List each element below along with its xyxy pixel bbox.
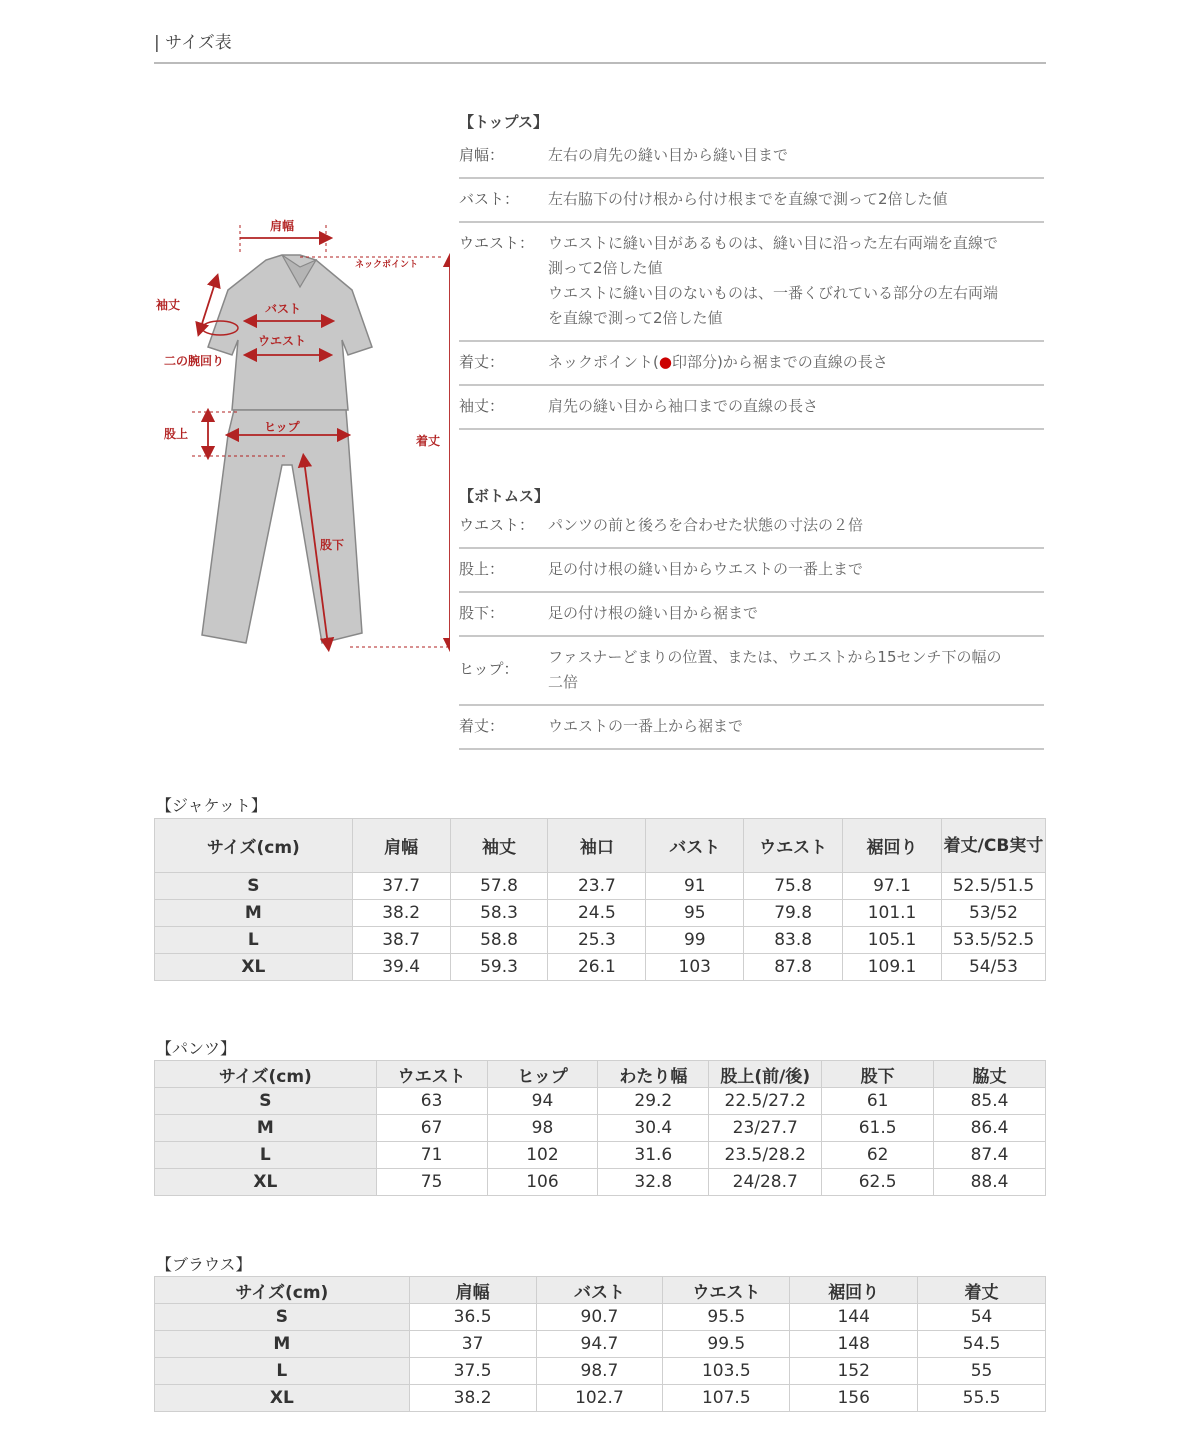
value-cell: 53/52 <box>941 900 1045 927</box>
table-row <box>155 954 1046 981</box>
tops-definitions <box>459 109 1044 430</box>
diagram-label-bust: バスト <box>265 302 302 316</box>
value-cell: 25.3 <box>548 927 646 954</box>
size-cell: S <box>155 873 353 900</box>
def-text: ファスナーどまりの位置、または、ウエストから15センチ下の幅の <box>548 648 1002 666</box>
col-header: わたり幅 <box>598 1061 709 1088</box>
def-label: ウエスト： <box>459 516 535 534</box>
garment-illustration <box>150 205 450 665</box>
value-cell: 26.1 <box>548 954 646 981</box>
col-header: 裾回り <box>843 819 942 873</box>
def-text: 左右脇下の付け根から付け根までを直線で測って2倍した値 <box>548 190 948 208</box>
col-header: 袖口 <box>548 819 646 873</box>
table-row <box>155 1385 1046 1412</box>
jacket-table-title: 【ジャケット】 <box>156 796 267 815</box>
value-cell: 103 <box>646 954 744 981</box>
size-cell: M <box>155 1331 410 1358</box>
size-cell: XL <box>155 954 353 981</box>
value-cell: 152 <box>790 1358 918 1385</box>
value-cell: 98.7 <box>536 1358 663 1385</box>
value-cell: 67 <box>376 1115 487 1142</box>
def-label: ヒップ： <box>459 660 519 678</box>
value-cell: 22.5/27.2 <box>709 1088 822 1115</box>
table-row <box>155 1115 1046 1142</box>
col-header: ヒップ <box>487 1061 598 1088</box>
size-cell: XL <box>155 1169 377 1196</box>
col-header: 袖丈 <box>450 819 548 873</box>
diagram-label-shoulder: 肩幅 <box>270 219 295 233</box>
def-label: 着丈： <box>459 717 505 735</box>
value-cell: 97.1 <box>843 873 942 900</box>
value-cell: 59.3 <box>450 954 548 981</box>
table-row <box>155 900 1046 927</box>
value-cell: 79.8 <box>744 900 843 927</box>
def-row-inseam <box>459 593 1044 637</box>
value-cell: 61.5 <box>822 1115 934 1142</box>
bottoms-section-title: 【ボトムス】 <box>459 487 550 505</box>
diagram-label-waist: ウエスト <box>258 334 307 348</box>
def-row-bust <box>459 179 1044 223</box>
col-header: 股上(前/後) <box>709 1061 822 1088</box>
value-cell: 71 <box>376 1142 487 1169</box>
value-cell: 55 <box>918 1358 1046 1385</box>
value-cell: 62 <box>822 1142 934 1169</box>
value-cell: 39.4 <box>352 954 450 981</box>
col-header: 着丈 <box>918 1277 1046 1304</box>
col-header: 股下 <box>822 1061 934 1088</box>
value-cell: 99.5 <box>663 1331 790 1358</box>
table-row <box>155 873 1046 900</box>
value-cell: 144 <box>790 1304 918 1331</box>
value-cell: 109.1 <box>843 954 942 981</box>
page-header <box>154 24 1046 64</box>
col-header: 脇丈 <box>934 1061 1046 1088</box>
value-cell: 23.5/28.2 <box>709 1142 822 1169</box>
table-row <box>155 1142 1046 1169</box>
diagram-label-sleeve: 袖丈 <box>156 298 181 312</box>
def-text: 二倍 <box>548 673 579 691</box>
def-row-sleeve <box>459 386 1044 430</box>
value-cell: 32.8 <box>598 1169 709 1196</box>
value-cell: 87.4 <box>934 1142 1046 1169</box>
page-title: | サイズ表 <box>154 33 232 53</box>
value-cell: 29.2 <box>598 1088 709 1115</box>
pants-shape <box>202 410 362 643</box>
size-cell: L <box>155 1142 377 1169</box>
def-row-length <box>459 706 1044 750</box>
value-cell: 90.7 <box>536 1304 663 1331</box>
def-text: ウエストに縫い目があるものは、縫い目に沿った左右両端を直線で <box>548 234 999 252</box>
value-cell: 62.5 <box>822 1169 934 1196</box>
size-cell: M <box>155 1115 377 1142</box>
col-header: サイズ(cm) <box>155 1277 410 1304</box>
def-label: 肩幅： <box>459 146 505 164</box>
value-cell: 102 <box>487 1142 598 1169</box>
value-cell: 101.1 <box>843 900 942 927</box>
col-header: 着丈/CB実寸 <box>941 819 1045 873</box>
tops-section-title: 【トップス】 <box>459 113 548 131</box>
value-cell: 53.5/52.5 <box>941 927 1045 954</box>
table-row <box>155 1358 1046 1385</box>
value-cell: 91 <box>646 873 744 900</box>
value-cell: 24/28.7 <box>709 1169 822 1196</box>
def-text: ウエストに縫い目のないものは、一番くびれている部分の左右両端 <box>548 284 999 302</box>
def-text: 肩先の縫い目から袖口までの直線の長さ <box>548 397 819 415</box>
def-label: 袖丈： <box>459 397 505 415</box>
diagram-label-length: 着丈 <box>416 434 441 448</box>
def-text: 足の付け根の縫い目から裾まで <box>548 604 759 622</box>
table-row <box>155 1304 1046 1331</box>
def-text: 測って2倍した値 <box>548 259 663 277</box>
value-cell: 95 <box>646 900 744 927</box>
col-header: バスト <box>646 819 744 873</box>
diagram-label-rise: 股上 <box>164 427 189 441</box>
value-cell: 95.5 <box>663 1304 790 1331</box>
size-cell: S <box>155 1304 410 1331</box>
value-cell: 54.5 <box>918 1331 1046 1358</box>
def-text: ネックポイント( <box>548 353 659 371</box>
col-header: ウエスト <box>663 1277 790 1304</box>
value-cell: 102.7 <box>536 1385 663 1412</box>
value-cell: 58.3 <box>450 900 548 927</box>
table-row <box>155 1088 1046 1115</box>
value-cell: 24.5 <box>548 900 646 927</box>
col-header: 肩幅 <box>409 1277 536 1304</box>
diagram-label-hip: ヒップ <box>264 420 300 434</box>
value-cell: 52.5/51.5 <box>941 873 1045 900</box>
col-header: サイズ(cm) <box>155 819 353 873</box>
value-cell: 37 <box>409 1331 536 1358</box>
table-row <box>155 927 1046 954</box>
def-text: 足の付け根の縫い目からウエストの一番上まで <box>548 560 864 578</box>
size-cell: S <box>155 1088 377 1115</box>
value-cell: 75 <box>376 1169 487 1196</box>
value-cell: 94.7 <box>536 1331 663 1358</box>
table-row <box>155 1331 1046 1358</box>
value-cell: 94 <box>487 1088 598 1115</box>
value-cell: 38.2 <box>409 1385 536 1412</box>
def-text: を直線で測って2倍した値 <box>548 309 723 327</box>
def-text: 印部分)から裾までの直線の長さ <box>671 353 888 371</box>
value-cell: 37.5 <box>409 1358 536 1385</box>
value-cell: 57.8 <box>450 873 548 900</box>
value-cell: 103.5 <box>663 1358 790 1385</box>
def-text: パンツの前と後ろを合わせた状態の寸法の２倍 <box>548 516 864 534</box>
col-header: ウエスト <box>744 819 843 873</box>
garment-diagram <box>150 205 450 665</box>
value-cell: 107.5 <box>663 1385 790 1412</box>
value-cell: 98 <box>487 1115 598 1142</box>
diagram-label-upper-arm: 二の腕回り <box>164 354 225 368</box>
col-header: サイズ(cm) <box>155 1061 377 1088</box>
def-row-waist <box>459 223 1044 342</box>
def-label: バスト： <box>459 190 520 208</box>
value-cell: 54 <box>918 1304 1046 1331</box>
diagram-label-neck-point: ネックポイント <box>355 260 419 270</box>
def-row-length <box>459 342 1044 386</box>
value-cell: 23/27.7 <box>709 1115 822 1142</box>
value-cell: 31.6 <box>598 1142 709 1169</box>
def-label: 着丈： <box>459 353 505 371</box>
value-cell: 54/53 <box>941 954 1045 981</box>
diagram-label-inseam: 股下 <box>320 538 345 552</box>
value-cell: 23.7 <box>548 873 646 900</box>
value-cell: 37.7 <box>352 873 450 900</box>
value-cell: 63 <box>376 1088 487 1115</box>
value-cell: 36.5 <box>409 1304 536 1331</box>
value-cell: 99 <box>646 927 744 954</box>
value-cell: 83.8 <box>744 927 843 954</box>
value-cell: 156 <box>790 1385 918 1412</box>
table-row <box>155 1169 1046 1196</box>
size-cell: L <box>155 927 353 954</box>
col-header: ウエスト <box>376 1061 487 1088</box>
col-header: 肩幅 <box>352 819 450 873</box>
def-row-rise <box>459 549 1044 593</box>
def-label: ウエスト： <box>459 234 535 252</box>
size-cell: XL <box>155 1385 410 1412</box>
value-cell: 38.7 <box>352 927 450 954</box>
value-cell: 58.8 <box>450 927 548 954</box>
value-cell: 85.4 <box>934 1088 1046 1115</box>
blouse-table-title: 【ブラウス】 <box>156 1255 252 1274</box>
bottoms-definitions <box>459 483 1044 750</box>
def-row-waist <box>459 509 1044 549</box>
pants-size-table <box>154 1060 1046 1196</box>
pants-table-title: 【パンツ】 <box>156 1039 237 1058</box>
def-text: ウエストの一番上から裾まで <box>548 717 744 735</box>
def-label: 股上： <box>459 560 505 578</box>
value-cell: 86.4 <box>934 1115 1046 1142</box>
size-cell: M <box>155 900 353 927</box>
size-cell: L <box>155 1358 410 1385</box>
value-cell: 55.5 <box>918 1385 1046 1412</box>
value-cell: 38.2 <box>352 900 450 927</box>
def-row-hip <box>459 637 1044 706</box>
value-cell: 105.1 <box>843 927 942 954</box>
neck-point-dot: ● <box>658 353 672 371</box>
def-text: 左右の肩先の縫い目から縫い目まで <box>548 146 789 164</box>
value-cell: 88.4 <box>934 1169 1046 1196</box>
jacket-size-table <box>154 818 1046 981</box>
def-label: 股下： <box>459 604 505 622</box>
value-cell: 30.4 <box>598 1115 709 1142</box>
col-header: 裾回り <box>790 1277 918 1304</box>
value-cell: 148 <box>790 1331 918 1358</box>
value-cell: 75.8 <box>744 873 843 900</box>
value-cell: 87.8 <box>744 954 843 981</box>
value-cell: 61 <box>822 1088 934 1115</box>
def-row-shoulder <box>459 135 1044 179</box>
value-cell: 106 <box>487 1169 598 1196</box>
col-header: バスト <box>536 1277 663 1304</box>
blouse-size-table <box>154 1276 1046 1412</box>
